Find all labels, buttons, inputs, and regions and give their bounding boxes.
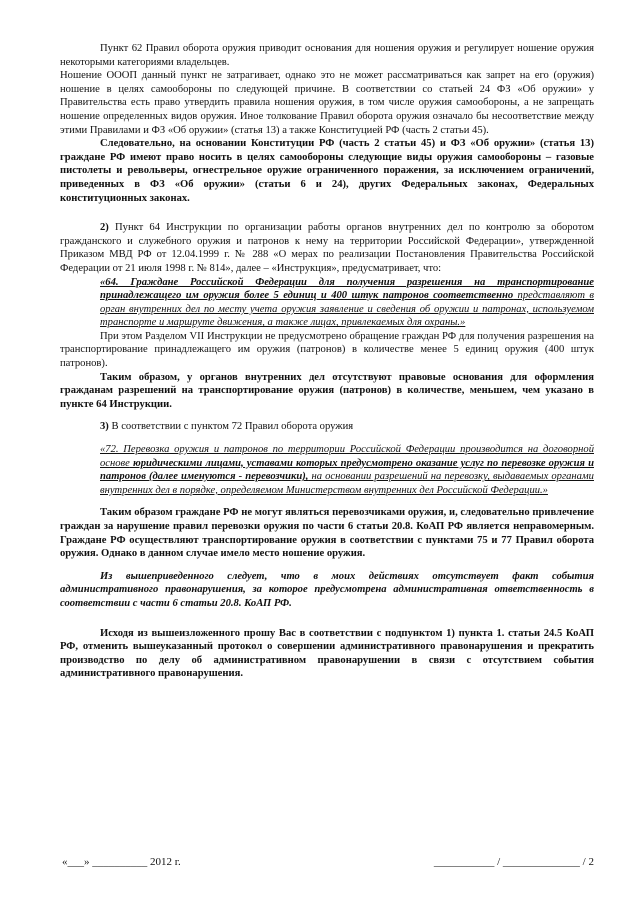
paragraph-conclusion-4: Из вышеприведенного следует, что в моих действиях отсутствует факт события административного правонарушения, за которое предусмотрена административная ответственность в соответствии с части 6 статьи 20.8. КоАП РФ. — [60, 570, 594, 609]
quote-instruction-64 — [100, 276, 594, 330]
paragraph-section-vii: При этом Разделом VII Инструкции не предусмотрено обращение граждан РФ для получения разрешения на транспортирование принадлежащего им оружия (патронов) в количестве менее 5 единиц оружия (400 штук патронов). — [60, 330, 594, 370]
footer-signature-page-number: ___________ / ______________ / 2 — [433, 856, 594, 868]
paragraph-p62: Пункт 62 Правил оборота оружия приводит основания для ношения оружия и регулирует ношение оружия некоторыми категориями владельцев. — [60, 43, 594, 68]
paragraph-conclusion-2: Таким образом, у органов внутренних дел отсутствуют правовые основания для оформления гражданам разрешений на транспортирование оружия (патронов) в количестве, меньшем, чем указано в пункте 64 Инструкции. — [60, 371, 594, 410]
paragraph-p64-text: Пункт 64 Инструкции по организации работы органов внутренних дел по контролю за оборотом гражданского и служебного оружия и патронов к нему на территории Российской Федерации», утвержденной Приказом МВД РФ от 12.04.1999 г. № 288 «О мерах по реализации Постановления Правительства Российской Федерации от 21 июля 1998 г. № 814», далее – «Инструкция», предусматривает, что: — [60, 222, 594, 274]
document-page — [60, 42, 594, 681]
paragraph-conclusion-3: Таким образом граждане РФ не могут являться перевозчиками оружия, и, следовательно привлечение граждан за нарушение правил перевозки оружия по части 6 статьи 20.8. КоАП РФ является неправомерным. Граждане РФ осуществляют транспортирование оружия в соответствии с пунктами 75 и 77 Правил оборота оружия. Однако в данном случае имело место ношение оружия. — [60, 507, 594, 560]
quote-rules-72 — [100, 443, 594, 497]
paragraph-request: Исходя из вышеизложенного прошу Вас в соответствии с подпунктом 1) пункта 1. статьи 24.5 КоАП РФ, отменить вышеуказанный протокол о совершении административного правонарушения и прекратить производство по делу об административном правонарушении в связи с отсутствием события административного правонарушения. — [60, 627, 594, 680]
paragraph-ooop: Ношение ОООП данный пункт не затрагивает, однако это не может рассматриваться как запрет на его (оружия) ношение в целях самообороны по следующей причине. В соответствии со статьей 24 ФЗ «Об оружии» у Правительства есть право утвердить правила ношения оружия, в том числе оружия самообороны, а не запрещать ношение определенных видов оружия. Иное толкование Правил оборота оружия означало бы несоответствие между этими Правилами и ФЗ «Об оружии» (статья 13) а также Конституцией РФ (часть 2 статьи 45). — [60, 70, 594, 136]
item-number-3: 3) — [100, 421, 109, 433]
paragraph-p64 — [60, 221, 594, 275]
quote-72-bold: юридическими лицами, уставами которых предусмотрено оказание услуг по перевозке оружия и патронов (далее именуются - перевозчики), — [100, 457, 594, 483]
quote-72-c: на основании разрешений на перевозку, выдаваемых органами внутренних дел в порядке, определяемом Министерством внутренних дел Российской Федерации.» — [100, 471, 594, 496]
quote-64-rest: представляют в орган внутренних дел по месту учета оружия заявление и сведения об оружии и патронах, используемом транспорте и маршруте движения, а также лицах, привлекаемых для охраны.» — [100, 290, 594, 329]
paragraph-p72-text: В соответствии с пунктом 72 Правил оборота оружия — [108, 421, 354, 433]
footer-date: «___» __________ 2012 г. — [62, 856, 181, 868]
paragraph-conclusion-1: Следовательно, на основании Конституции РФ (часть 2 статьи 45) и ФЗ «Об оружии» (статья 13) граждане РФ имеют право носить в целях самообороны следующие виды оружия самообороны – газовые пистолеты и револьверы, огнестрельное оружие ограниченного поражения, за исключением ограничений, приведенных в ФЗ «Об оружии» (статьи 6 и 24), других Федеральных законах, Федеральных конституционных законах. — [60, 138, 594, 204]
item-number-2: 2) — [100, 222, 109, 234]
paragraph-p72 — [60, 420, 594, 434]
quote-64-bold: «64. Граждане Российской Федерации для получения разрешения на транспортирование принадлежащего им оружия более 5 единиц и 400 штук патронов соответственно — [100, 276, 594, 302]
quote-72-a: «72. Перевозка оружия и патронов по территории Российской Федерации производится на договорной основе — [100, 444, 594, 469]
page-footer — [62, 856, 594, 870]
